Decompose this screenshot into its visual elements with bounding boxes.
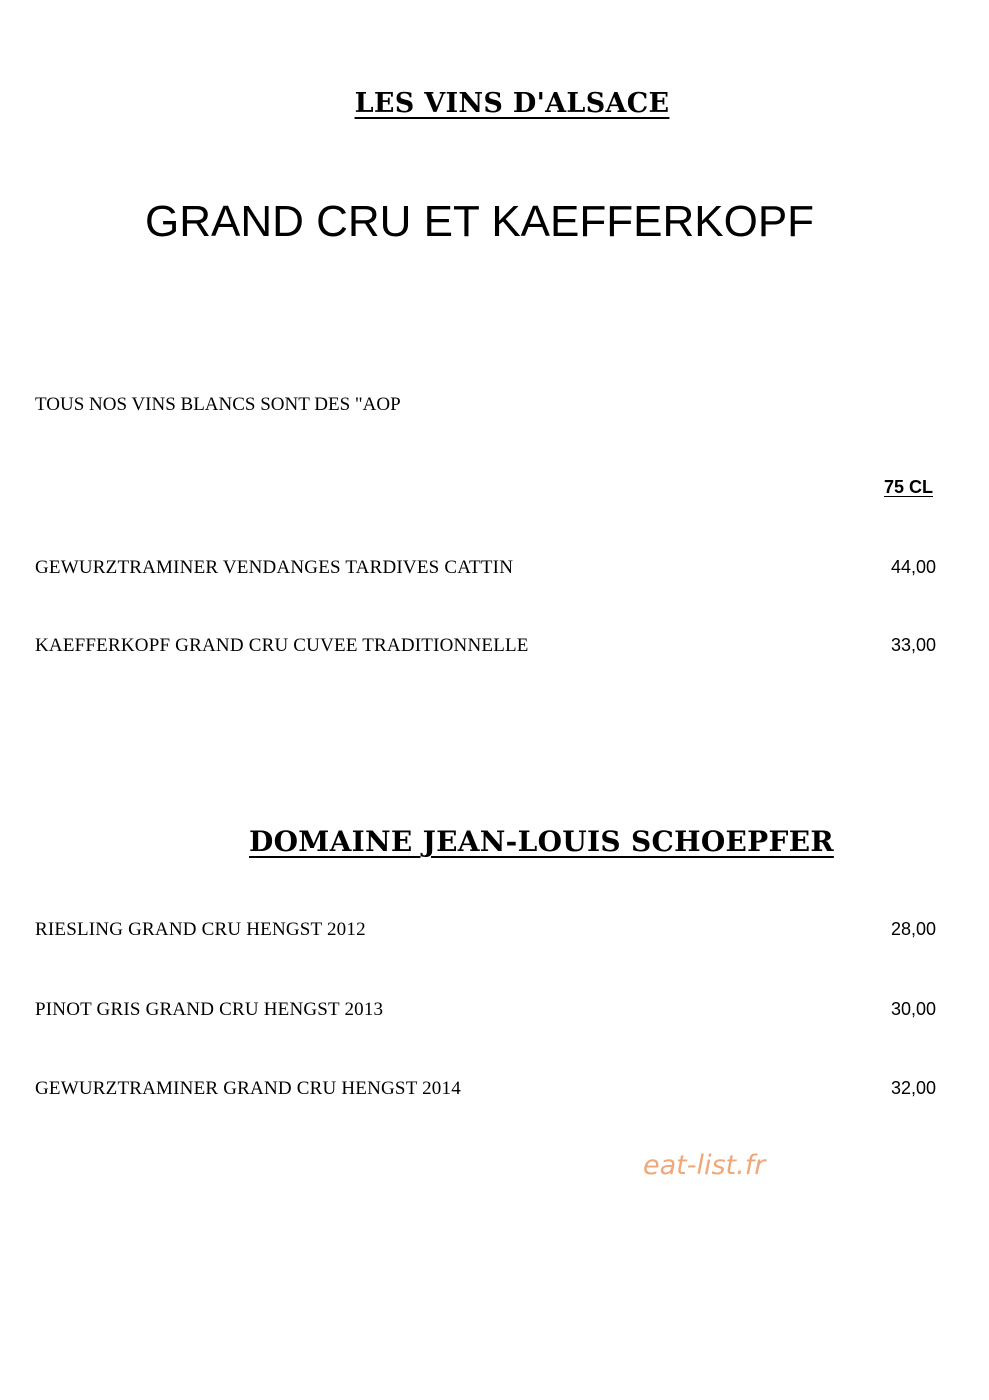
wine-price: 28,00 [890,919,936,939]
wine-name: KAEFFERKOPF GRAND CRU CUVEE TRADITIONNELLE [35,635,529,656]
wine-name: GEWURZTRAMINER VENDANGES TARDIVES CATTIN [35,557,514,578]
wine-price: 33,00 [890,635,936,655]
wine-row [35,999,936,1025]
wine-row [35,557,936,583]
aop-note: TOUS NOS VINS BLANCS SONT DES "AOP [35,394,401,415]
wine-price: 44,00 [890,557,936,577]
wine-row [35,1078,936,1104]
column-header-75cl: 75 CL [883,477,933,497]
wine-price: 32,00 [890,1078,936,1098]
wine-row [35,919,936,945]
page-title: LES VINS D'ALSACE [354,88,670,119]
wine-name: PINOT GRIS GRAND CRU HENGST 2013 [35,999,384,1020]
wine-row [35,635,936,661]
wine-name: GEWURZTRAMINER GRAND CRU HENGST 2014 [35,1078,461,1099]
wine-price: 30,00 [890,999,936,1019]
section-title-domaine: DOMAINE JEAN-LOUIS SCHOEPFER [249,825,834,858]
page-subtitle: GRAND CRU ET KAEFFERKOPF [145,197,815,246]
wine-name: RIESLING GRAND CRU HENGST 2012 [35,919,366,940]
watermark: eat-list.fr [643,1150,766,1181]
